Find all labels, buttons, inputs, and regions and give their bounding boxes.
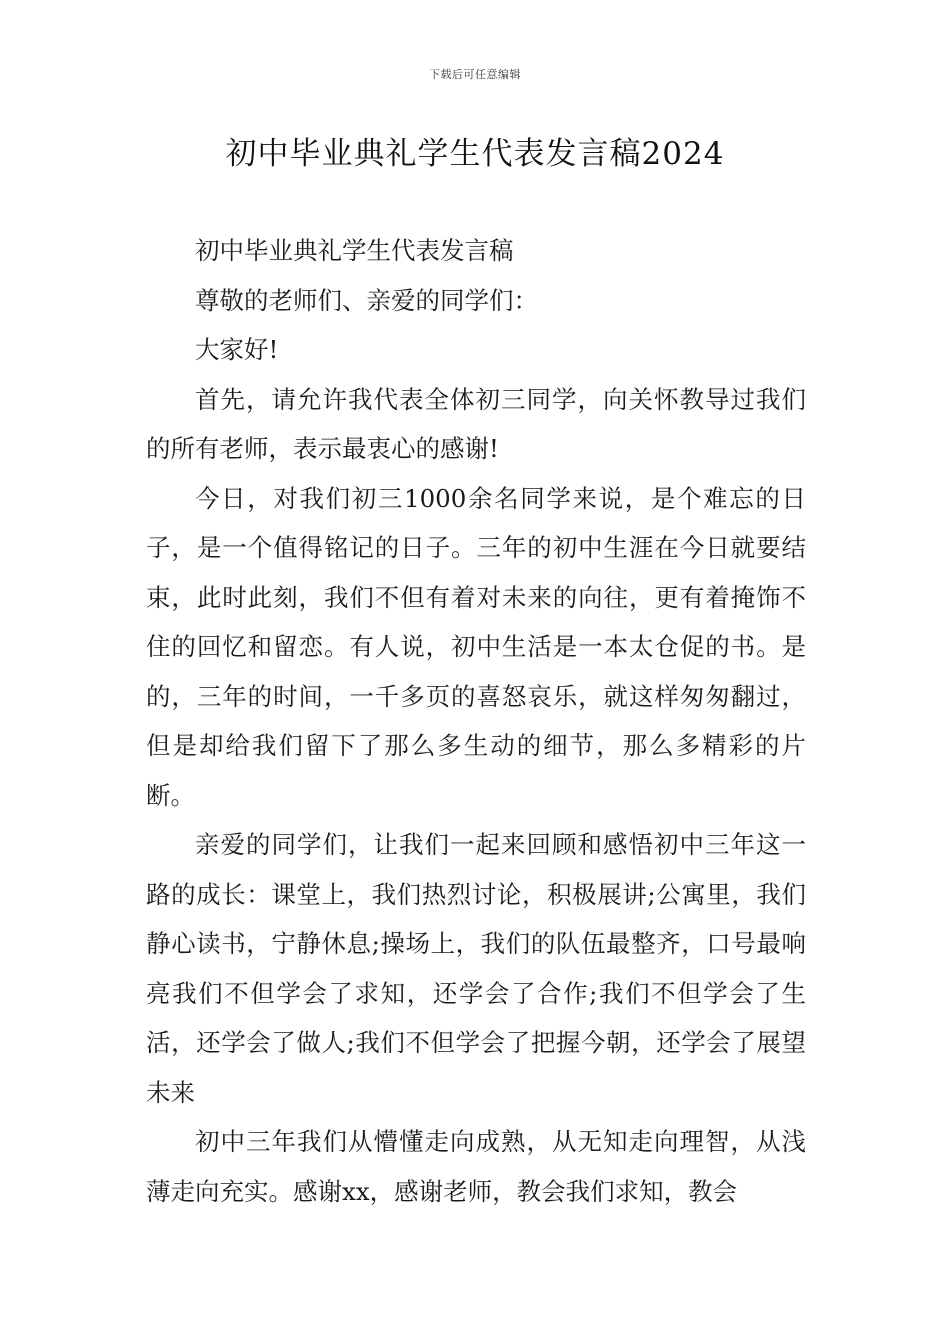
document-body (146, 226, 806, 1216)
paragraph-review: 亲爱的同学们，让我们一起来回顾和感悟初中三年这一路的成长：课堂上，我们热烈讨论，积极展讲;公寓里，我们静心读书，宁静休息;操场上，我们的队伍最整齐，口号最响亮我们不但学会了求知，还学会了合作;我们不但学会了生活，还学会了做人;我们不但学会了把握今朝，还学会了展望未来 (146, 830, 806, 1107)
header-note: 下载后可任意编辑 (429, 68, 521, 81)
paragraph-heading: 初中毕业典礼学生代表发言稿 (195, 236, 514, 265)
paragraph-salutation: 尊敬的老师们、亲爱的同学们： (195, 285, 538, 315)
paragraph-today: 今日，对我们初三1000余名同学来说，是个难忘的日子，是一个值得铭记的日子。三年的初中生涯在今日就要结束，此时此刻，我们不但有着对未来的向往，更有着掩饰不住的回忆和留恋。有人说，初中生活是一本太仓促的书。是的，三年的时间，一千多页的喜怒哀乐，就这样匆匆翻过，但是却给我们留下了那么多生动的细节，那么多精彩的片断。 (146, 483, 806, 810)
paragraph-greeting: 大家好! (195, 335, 279, 364)
paragraph-growth: 初中三年我们从懵懂走向成熟，从无知走向理智，从浅薄走向充实。感谢xx，感谢老师，教会我们求知，教会 (146, 1127, 806, 1206)
paragraph-thanks: 首先，请允许我代表全体初三同学，向关怀教导过我们的所有老师，表示最衷心的感谢! (146, 384, 806, 463)
document-title: 初中毕业典礼学生代表发言稿2024 (225, 136, 725, 172)
